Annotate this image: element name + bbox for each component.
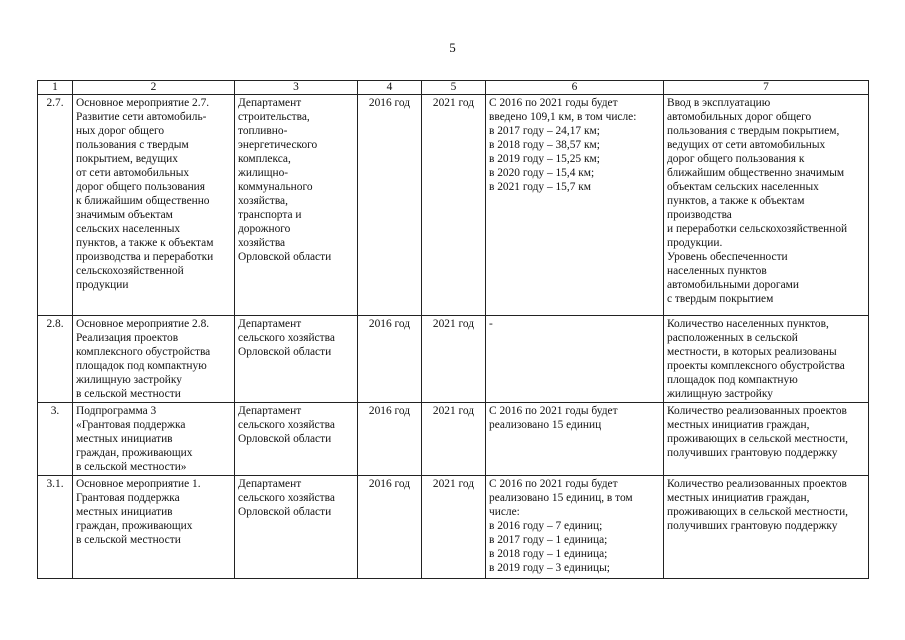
column-header: 7 (664, 81, 869, 95)
cell-line: Департамент (238, 405, 302, 417)
indicator-cell (664, 316, 869, 403)
cell-line: граждан, проживающих (76, 520, 193, 532)
result-cell (486, 403, 664, 476)
cell-line: Департамент (238, 97, 302, 109)
cell-line: проекты комплексного обустройства (667, 360, 845, 372)
result-cell (486, 476, 664, 579)
cell-line: в сельской местности (76, 388, 181, 400)
cell-line: Подпрограмма 3 (76, 405, 157, 417)
cell-line: хозяйства, (238, 195, 288, 207)
start-year-cell: 2016 год (358, 476, 422, 579)
cell-line: от сети автомобильных (76, 167, 190, 179)
indicator-cell (664, 403, 869, 476)
start-year-cell: 2016 год (358, 316, 422, 403)
cell-line: Ввод в эксплуатацию (667, 97, 771, 109)
cell-line: Грантовая поддержка (76, 492, 180, 504)
cell-line: С 2016 по 2021 годы будет (489, 405, 618, 417)
cell-line: проживающих в сельской местности, (667, 506, 849, 518)
cell-line: в 2020 году – 15,4 км; (489, 167, 595, 179)
end-year-cell: 2021 год (422, 403, 486, 476)
start-year-cell: 2016 год (358, 95, 422, 316)
cell-line: продукции (76, 279, 129, 291)
end-year-cell: 2021 год (422, 316, 486, 403)
cell-line: ведущих от сети автомобильных (667, 139, 826, 151)
cell-line: сельского хозяйства (238, 332, 335, 344)
executor-cell (235, 476, 358, 579)
end-year-cell: 2021 год (422, 476, 486, 579)
cell-line: коммунального (238, 181, 313, 193)
cell-line: Орловской области (238, 346, 332, 358)
cell-line: производства и переработки (76, 251, 214, 263)
result-cell (486, 316, 664, 403)
measure-cell (73, 95, 235, 316)
cell-line: пользования с твердым покрытием, (667, 125, 840, 137)
cell-line: Департамент (238, 318, 302, 330)
column-header: 3 (235, 81, 358, 95)
cell-line: в сельской местности» (76, 461, 187, 473)
cell-line: пунктов, а также к объектам (76, 237, 214, 249)
cell-line: комплексного обустройства (76, 346, 211, 358)
cell-line: в 2018 году – 38,57 км; (489, 139, 600, 151)
cell-line: Основное мероприятие 2.8. (76, 318, 210, 330)
cell-line: реализовано 15 единиц (489, 419, 602, 431)
cell-line: пользования с твердым (76, 139, 189, 151)
cell-line: сельского хозяйства (238, 492, 335, 504)
cell-line: местных инициатив (76, 506, 173, 518)
cell-line: получивших грантовую поддержку (667, 520, 838, 532)
column-header: 6 (486, 81, 664, 95)
cell-line: Основное мероприятие 1. (76, 478, 201, 490)
cell-line: покрытием, ведущих (76, 153, 178, 165)
cell-line: в 2017 году – 1 единица; (489, 534, 608, 546)
cell-line: «Грантовая поддержка (76, 419, 186, 431)
cell-line: значимым объектам (76, 209, 173, 221)
cell-line: дорог общего пользования к (667, 153, 805, 165)
cell-line: получивших грантовую поддержку (667, 447, 838, 459)
table-row (38, 95, 869, 316)
cell-line: сельских населенных (76, 223, 181, 235)
executor-cell (235, 95, 358, 316)
cell-line: комплекса, (238, 153, 291, 165)
column-header: 1 (38, 81, 73, 95)
cell-line: Количество реализованных проектов (667, 478, 847, 490)
cell-line: Орловской области (238, 506, 332, 518)
cell-line: местных инициатив граждан, (667, 492, 810, 504)
row-number: 2.7. (38, 95, 73, 316)
cell-line: Развитие сети автомобиль- (76, 111, 207, 123)
cell-line: производства (667, 209, 732, 221)
cell-line: сельскохозяйственной (76, 265, 184, 277)
column-header: 5 (422, 81, 486, 95)
table-row (38, 316, 869, 403)
indicator-cell (664, 476, 869, 579)
cell-line: в 2016 году – 7 единиц; (489, 520, 603, 532)
cell-line: топливно- (238, 125, 288, 137)
cell-line: Реализация проектов (76, 332, 179, 344)
cell-line: сельского хозяйства (238, 419, 335, 431)
column-header: 4 (358, 81, 422, 95)
executor-cell (235, 403, 358, 476)
cell-line: ных дорог общего (76, 125, 165, 137)
cell-line: Орловской области (238, 433, 332, 445)
cell-line: ближайшим общественно значимым (667, 167, 845, 179)
row-number: 3.1. (38, 476, 73, 579)
program-measures-table (37, 80, 869, 579)
cell-line: местности, в которых реализованы (667, 346, 837, 358)
cell-line: к ближайшим общественно (76, 195, 210, 207)
executor-cell (235, 316, 358, 403)
cell-line: граждан, проживающих (76, 447, 193, 459)
cell-line: объектам сельских населенных (667, 181, 819, 193)
cell-line: числе: (489, 506, 520, 518)
measure-cell (73, 316, 235, 403)
cell-line: хозяйства (238, 237, 286, 249)
column-header: 2 (73, 81, 235, 95)
cell-line: продукции. (667, 237, 723, 249)
cell-line: местных инициатив граждан, (667, 419, 810, 431)
cell-line: и переработки сельскохозяйственной (667, 223, 848, 235)
cell-line: строительства, (238, 111, 310, 123)
measure-cell (73, 403, 235, 476)
cell-line: транспорта и (238, 209, 302, 221)
cell-line: С 2016 по 2021 годы будет (489, 97, 618, 109)
result-cell (486, 95, 664, 316)
cell-line: расположенных в сельской (667, 332, 798, 344)
start-year-cell: 2016 год (358, 403, 422, 476)
cell-line: - (489, 318, 493, 330)
cell-line: в 2019 году – 15,25 км; (489, 153, 600, 165)
page-number: 5 (449, 40, 456, 55)
cell-line: автомобильных дорог общего (667, 111, 812, 123)
row-number: 2.8. (38, 316, 73, 403)
cell-line: введено 109,1 км, в том числе: (489, 111, 637, 123)
cell-line: населенных пунктов (667, 265, 767, 277)
cell-line: С 2016 по 2021 годы будет (489, 478, 618, 490)
cell-line: с твердым покрытием (667, 293, 774, 305)
end-year-cell: 2021 год (422, 95, 486, 316)
table-row (38, 403, 869, 476)
table-row (38, 476, 869, 579)
row-number: 3. (38, 403, 73, 476)
cell-line: в 2019 году – 3 единицы; (489, 562, 610, 574)
table-header-row (38, 81, 869, 95)
cell-line: Количество реализованных проектов (667, 405, 847, 417)
cell-line: местных инициатив (76, 433, 173, 445)
cell-line: дорожного (238, 223, 291, 235)
cell-line: энергетического (238, 139, 318, 151)
cell-line: автомобильными дорогами (667, 279, 799, 291)
cell-line: в 2021 году – 15,7 км (489, 181, 592, 193)
cell-line: жилищную застройку (667, 388, 773, 400)
cell-line: Орловской области (238, 251, 332, 263)
cell-line: Количество населенных пунктов, (667, 318, 829, 330)
cell-line: в сельской местности (76, 534, 181, 546)
cell-line: дорог общего пользования (76, 181, 206, 193)
cell-line: реализовано 15 единиц, в том (489, 492, 633, 504)
cell-line: пунктов, а также к объектам (667, 195, 805, 207)
cell-line: Уровень обеспеченности (667, 251, 788, 263)
cell-line: площадок под компактную (76, 360, 207, 372)
cell-line: проживающих в сельской местности, (667, 433, 849, 445)
measure-cell (73, 476, 235, 579)
cell-line: в 2018 году – 1 единица; (489, 548, 608, 560)
indicator-cell (664, 95, 869, 316)
cell-line: площадок под компактную (667, 374, 798, 386)
cell-line: жилищно- (238, 167, 289, 179)
cell-line: Департамент (238, 478, 302, 490)
cell-line: Основное мероприятие 2.7. (76, 97, 210, 109)
cell-line: жилищную застройку (76, 374, 182, 386)
cell-line: в 2017 году – 24,17 км; (489, 125, 600, 137)
